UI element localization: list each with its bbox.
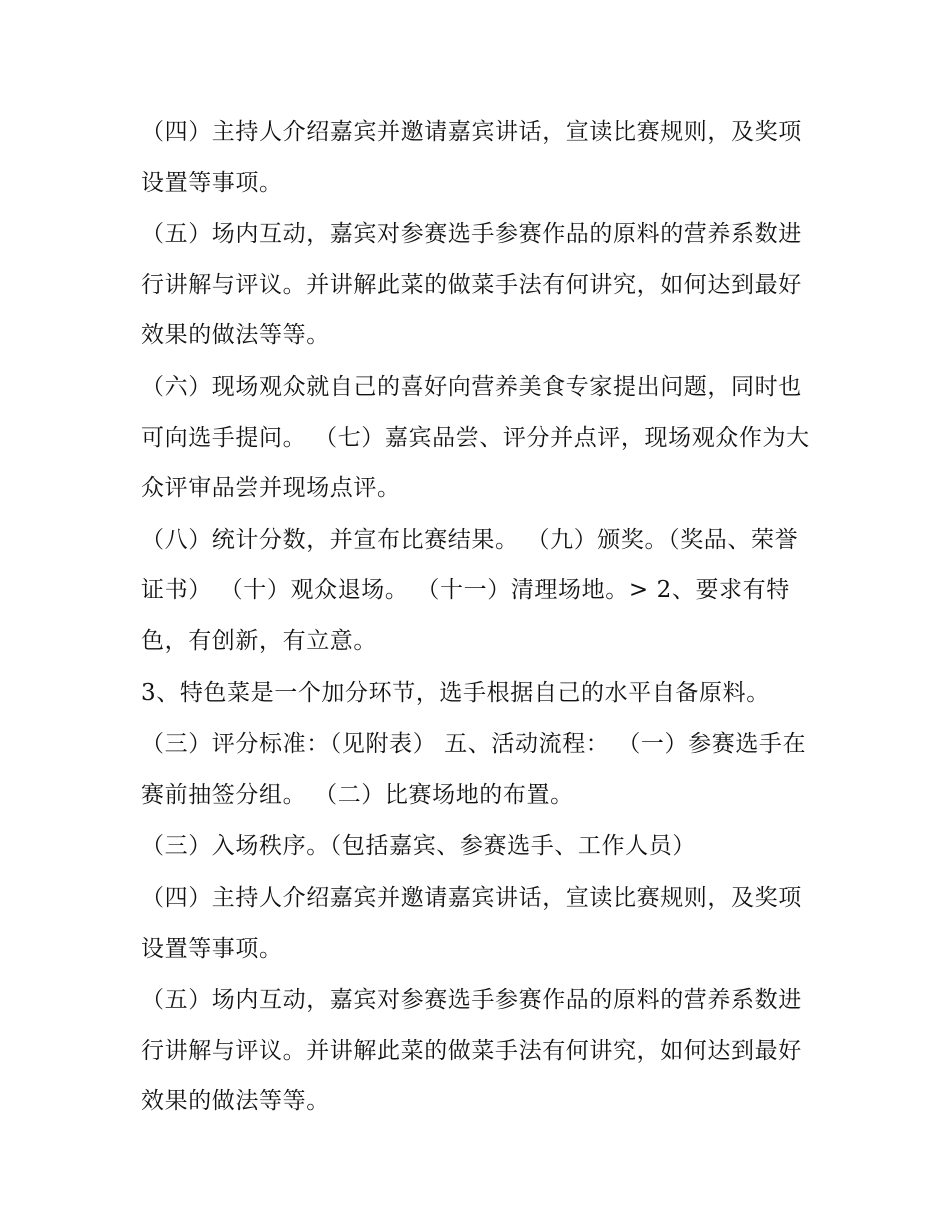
paragraph-interaction-repeat: （五）场内互动，嘉宾对参赛选手参赛作品的原料的营养系数进行讲解与评议。并讲解此菜的做菜手法有何讲究，如何达到最好效果的做法等等。 bbox=[141, 987, 802, 1115]
paragraph-host-intro: （四）主持人介绍嘉宾并邀请嘉宾讲话，宣读比赛规则，及奖项设置等事项。 bbox=[141, 119, 802, 196]
paragraph-host-intro-repeat: （四）主持人介绍嘉宾并邀请嘉宾讲话，宣读比赛规则，及奖项设置等事项。 bbox=[141, 884, 802, 962]
paragraph-scoring-flow: （三）评分标准：（见附表） 五、活动流程： （一）参赛选手在赛前抽签分组。 （二）比赛场地的布置。 bbox=[141, 731, 807, 808]
paragraph-results-awards: （八）统计分数，并宣布比赛结果。 （九）颁奖。（奖品、荣誉证书） （十）观众退场。 （十一）清理场地。> 2、要求有特色，有创新，有立意。 bbox=[141, 526, 799, 654]
paragraph-audience-questions: （六）现场观众就自己的喜好向营养美食专家提出问题，同时也可向选手提问。 （七）嘉宾品尝、评分并点评，现场观众作为大众评审品尝并现场点评。 bbox=[141, 373, 810, 502]
paragraph-interaction: （五）场内互动，嘉宾对参赛选手参赛作品的原料的营养系数进行讲解与评议。并讲解此菜的做菜手法有何讲究，如何达到最好效果的做法等等。 bbox=[141, 221, 802, 349]
document-body bbox=[141, 107, 821, 1128]
paragraph-entry-order: （三）入场秩序。（包括嘉宾、参赛选手、工作人员） bbox=[141, 833, 696, 860]
paragraph-special-dish: 3、特色菜是一个加分环节，选手根据自己的水平自备原料。 bbox=[141, 679, 770, 706]
